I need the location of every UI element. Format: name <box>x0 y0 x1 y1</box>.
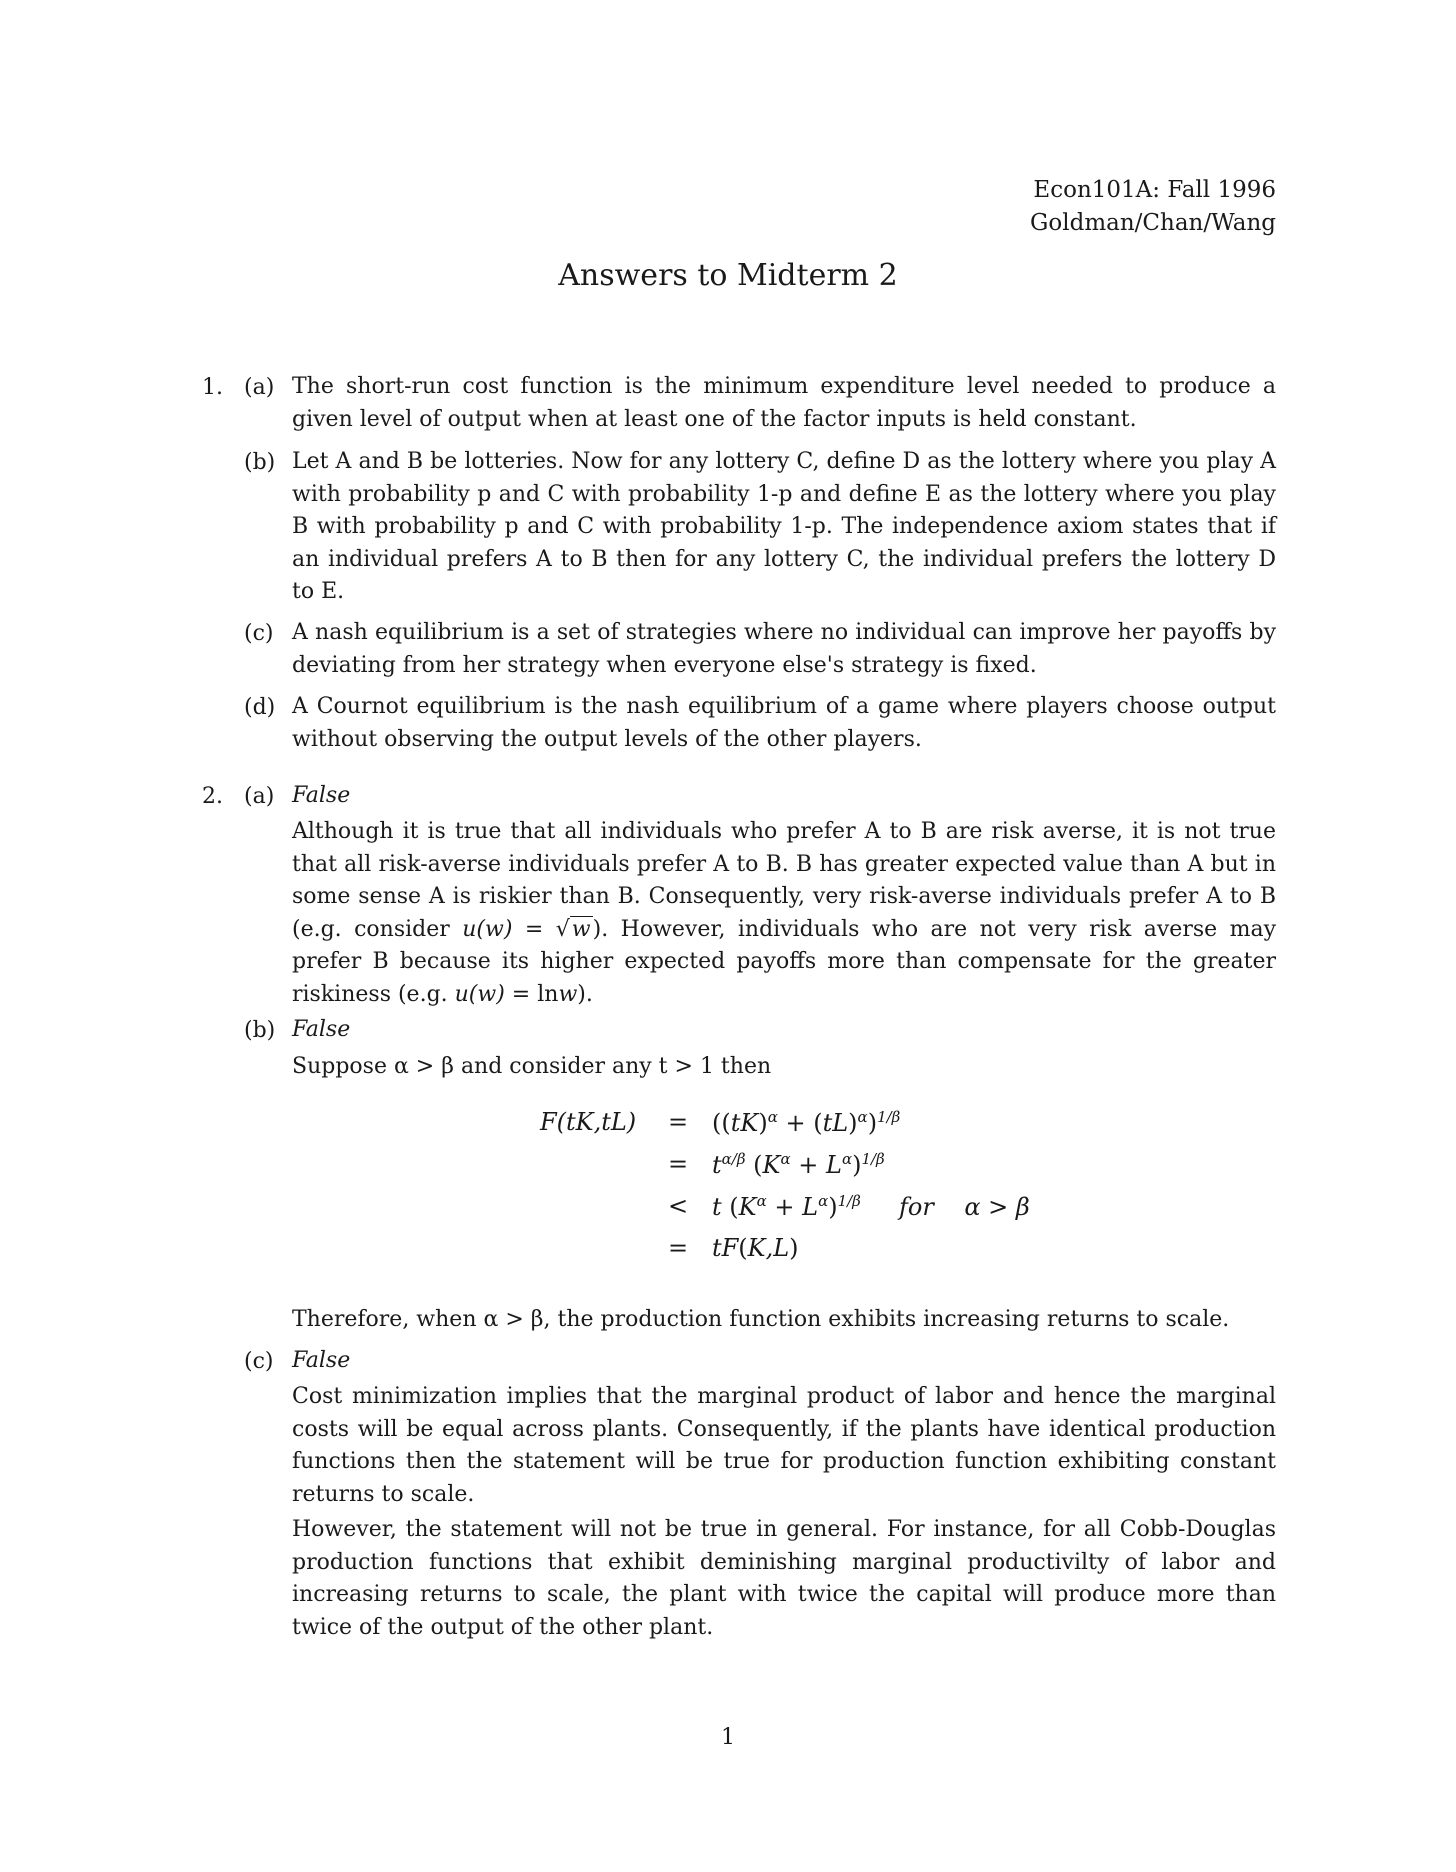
verdict-2b: False <box>292 1017 351 1042</box>
question-number: 2. <box>202 784 223 809</box>
utility-log-formula: u(w) = <box>454 981 538 1007</box>
answer-2a <box>292 816 1276 1011</box>
utility-log-formula-ln: ln <box>537 981 559 1007</box>
course-header <box>1030 174 1276 240</box>
page-number: 1 <box>721 1725 735 1750</box>
answer-1c: A nash equilibrium is a set of strategies where no individual can improve her payoffs by deviating from her strategy when everyone else's strategy is fixed. <box>292 620 1276 678</box>
part-label: (a) <box>244 784 275 809</box>
part-label: (b) <box>244 1018 276 1043</box>
page-title: Answers to Midterm 2 <box>558 258 898 293</box>
equation-line-4: tF(K,L) <box>712 1234 799 1262</box>
answer-2a-part2: ). However, individuals who are not very risk averse may prefer B because its higher expected payoffs more than compensate for the greater riskiness (e.g. <box>292 916 1277 1007</box>
part-label: (c) <box>244 1349 274 1374</box>
equation-line-2: $t^{\alpha/\beta}$ $(K^\alpha + L^\alpha)^{1/\beta}$ <box>712 1150 885 1179</box>
part-label: (c) <box>244 621 274 646</box>
equation-relation: = <box>668 1150 689 1178</box>
answer-1a: The short-run cost function is the minimum expenditure level needed to produce a given level of output when at least one of the factor inputs is held constant. <box>292 374 1276 432</box>
answer-2a-part1: Although it is true that all individuals who prefer A to B are risk averse, it is not true that all risk-averse individuals prefer A to B. B has greater expected value than A but in some sense A is riskier than B. Consequently, very risk-averse individuals prefer A to B (e.g. consider <box>292 819 1276 942</box>
verdict-2c: False <box>292 1348 351 1373</box>
course-name: Econ101A: Fall 1996 <box>1033 177 1276 203</box>
equation-line-3: t $(K^\alpha + L^\alpha)^{1/\beta}$ for α > β <box>712 1192 1030 1221</box>
equation-relation: = <box>668 1234 689 1262</box>
answer-2b-intro: Suppose α > β and consider any t > 1 then <box>292 1054 772 1079</box>
utility-log-formula-w: w <box>558 981 578 1007</box>
answer-2a-part3: ). <box>577 981 593 1007</box>
utility-sqrt-formula: u(w) = √w <box>462 916 591 942</box>
part-label: (a) <box>244 375 275 400</box>
answer-2b-conclusion: Therefore, when α > β, the production function exhibits increasing returns to scale. <box>292 1307 1230 1332</box>
answer-2c-para-2: However, the statement will not be true in general. For instance, for all Cobb-Douglas production functions that exhibit deminishing marginal productivilty of labor and increasing returns to scale, the plant with twice the capital will produce more than twice of the output of the other plant. <box>292 1517 1276 1640</box>
part-label: (b) <box>244 450 276 475</box>
instructors: Goldman/Chan/Wang <box>1030 210 1276 236</box>
equation-lhs: F(tK,tL) <box>540 1108 637 1136</box>
equation-relation: = <box>668 1108 689 1136</box>
question-number: 1. <box>202 375 223 400</box>
part-label: (d) <box>244 695 276 720</box>
answer-1b: Let A and B be lotteries. Now for any lottery C, define D as the lottery where you play A with probability p and C with probability 1-p and define E as the lottery where you play B with probability p and C with probability 1-p. The independence axiom states that if an individual prefers A to B then for any lottery C, the individual prefers the lottery D to E. <box>292 449 1276 604</box>
answer-2c-para-1: Cost minimization implies that the marginal product of labor and hence the marginal costs will be equal across plants. Consequently, if the plants have identical production functions then the statement will be true for production function exhibiting constant returns to scale. <box>292 1384 1276 1507</box>
answer-1d: A Cournot equilibrium is the nash equilibrium of a game where players choose output without observing the output levels of the other players. <box>292 694 1276 752</box>
equation-line-1: $((tK)^\alpha + (tL)^\alpha)^{1/\beta}$ <box>712 1108 901 1137</box>
equation-relation: < <box>668 1192 689 1220</box>
verdict-2a: False <box>292 783 351 808</box>
